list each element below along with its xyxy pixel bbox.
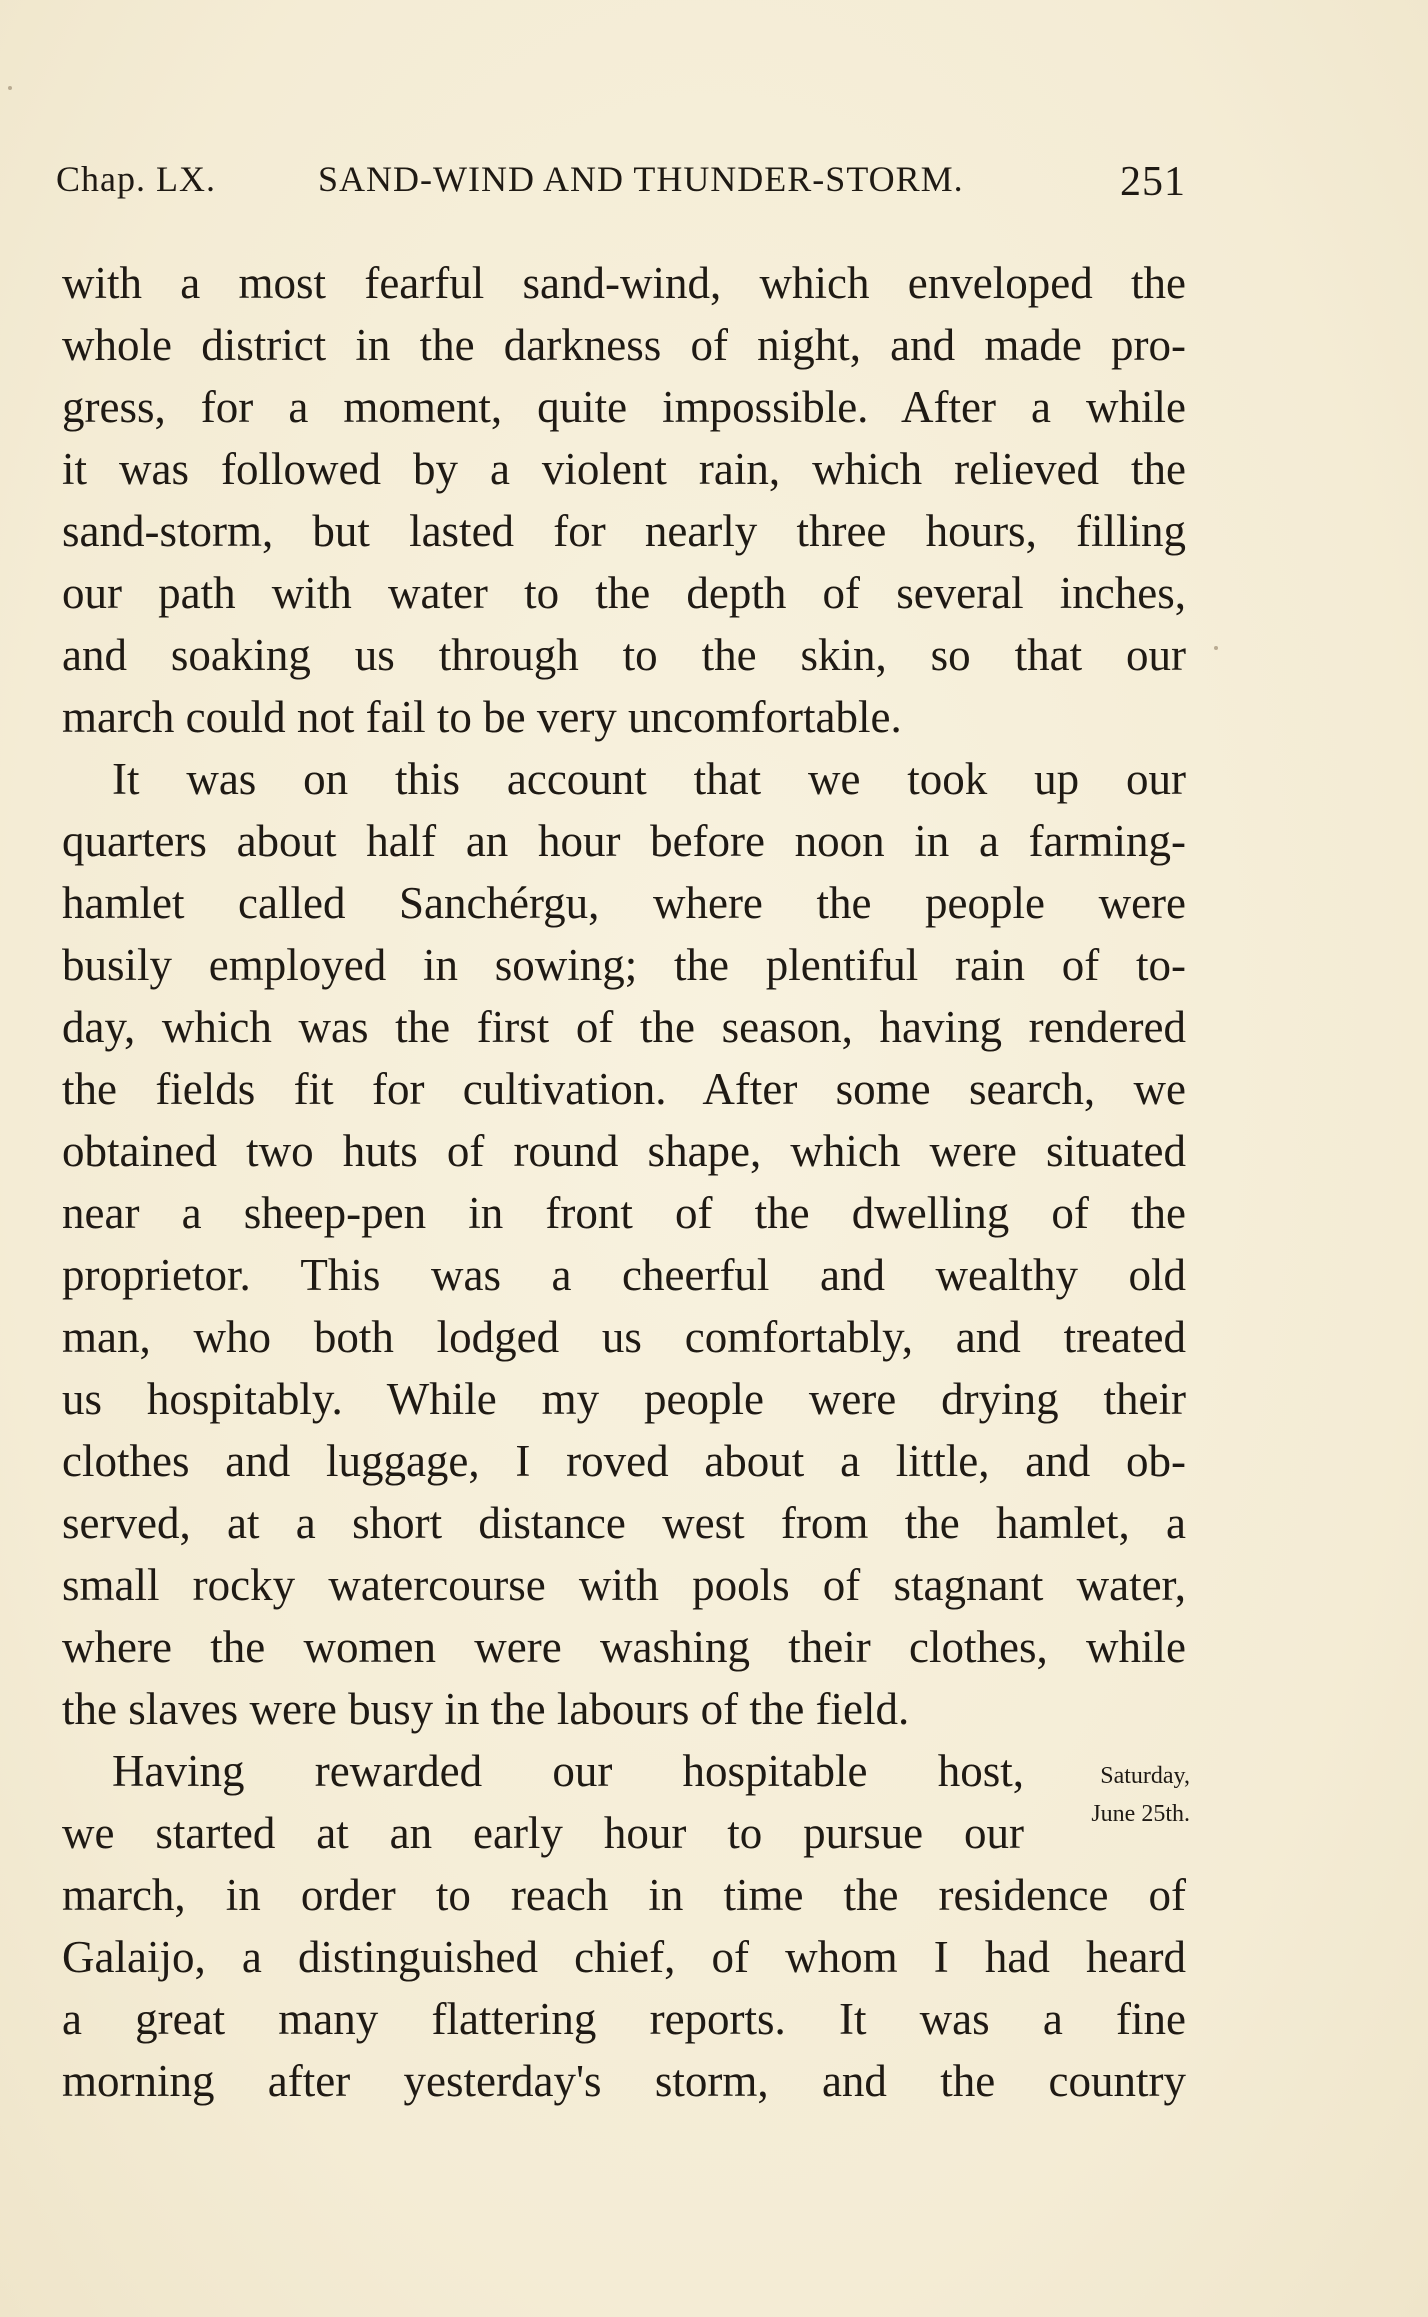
text-line: the fields fit for cultivation. After some search, we	[62, 1064, 1186, 1114]
running-header	[56, 158, 1186, 212]
margin-note-date: June 25th.	[1091, 1801, 1190, 1827]
text-line: clothes and luggage, I roved about a little, and ob-	[62, 1436, 1186, 1486]
text-line: us hospitably. While my people were drying their	[62, 1374, 1186, 1424]
text-line: our path with water to the depth of several inches,	[62, 568, 1186, 618]
chapter-label: Chap. LX.	[56, 159, 216, 199]
paper-speck	[1214, 646, 1218, 650]
text-line: man, who both lodged us comfortably, and treated	[62, 1312, 1186, 1362]
text-line: with a most fearful sand-wind, which enveloped the	[62, 258, 1186, 308]
paper-speck	[8, 86, 12, 90]
text-line: gress, for a moment, quite impossible. After a while	[62, 382, 1186, 432]
text-line: a great many flattering reports. It was a fine	[62, 1994, 1186, 2044]
text-line: small rocky watercourse with pools of stagnant water,	[62, 1560, 1186, 1610]
text-line: it was followed by a violent rain, which relieved the	[62, 444, 1186, 494]
text-line: It was on this account that we took up our	[112, 754, 1186, 804]
page-number: 251	[1120, 159, 1186, 205]
text-line: served, at a short distance west from the hamlet, a	[62, 1498, 1186, 1548]
text-line: march, in order to reach in time the residence of	[62, 1870, 1186, 1920]
text-line: near a sheep-pen in front of the dwelling of the	[62, 1188, 1186, 1238]
margin-note-day: Saturday,	[1100, 1763, 1190, 1789]
page-title: SAND-WIND AND THUNDER-STORM.	[318, 159, 964, 199]
text-line: Having rewarded our hospitable host,	[112, 1746, 1024, 1796]
text-line: the slaves were busy in the labours of the field.	[62, 1684, 910, 1734]
text-line: busily employed in sowing; the plentiful rain of to-	[62, 940, 1186, 990]
text-line: whole district in the darkness of night, and made pro-	[62, 320, 1186, 370]
text-line: where the women were washing their clothes, while	[62, 1622, 1186, 1672]
text-line: quarters about half an hour before noon in a farming-	[62, 816, 1186, 866]
text-line: and soaking us through to the skin, so that our	[62, 630, 1186, 680]
text-line: obtained two huts of round shape, which were situated	[62, 1126, 1186, 1176]
text-line: Galaijo, a distinguished chief, of whom I had heard	[62, 1932, 1186, 1982]
text-line: march could not fail to be very uncomfortable.	[62, 692, 902, 742]
text-line: sand-storm, but lasted for nearly three hours, filling	[62, 506, 1186, 556]
text-line: morning after yesterday's storm, and the country	[62, 2056, 1186, 2106]
text-line: hamlet called Sanchérgu, where the people were	[62, 878, 1186, 928]
text-line: we started at an early hour to pursue our	[62, 1808, 1024, 1858]
text-line: day, which was the first of the season, having rendered	[62, 1002, 1186, 1052]
text-line: proprietor. This was a cheerful and wealthy old	[62, 1250, 1186, 1300]
